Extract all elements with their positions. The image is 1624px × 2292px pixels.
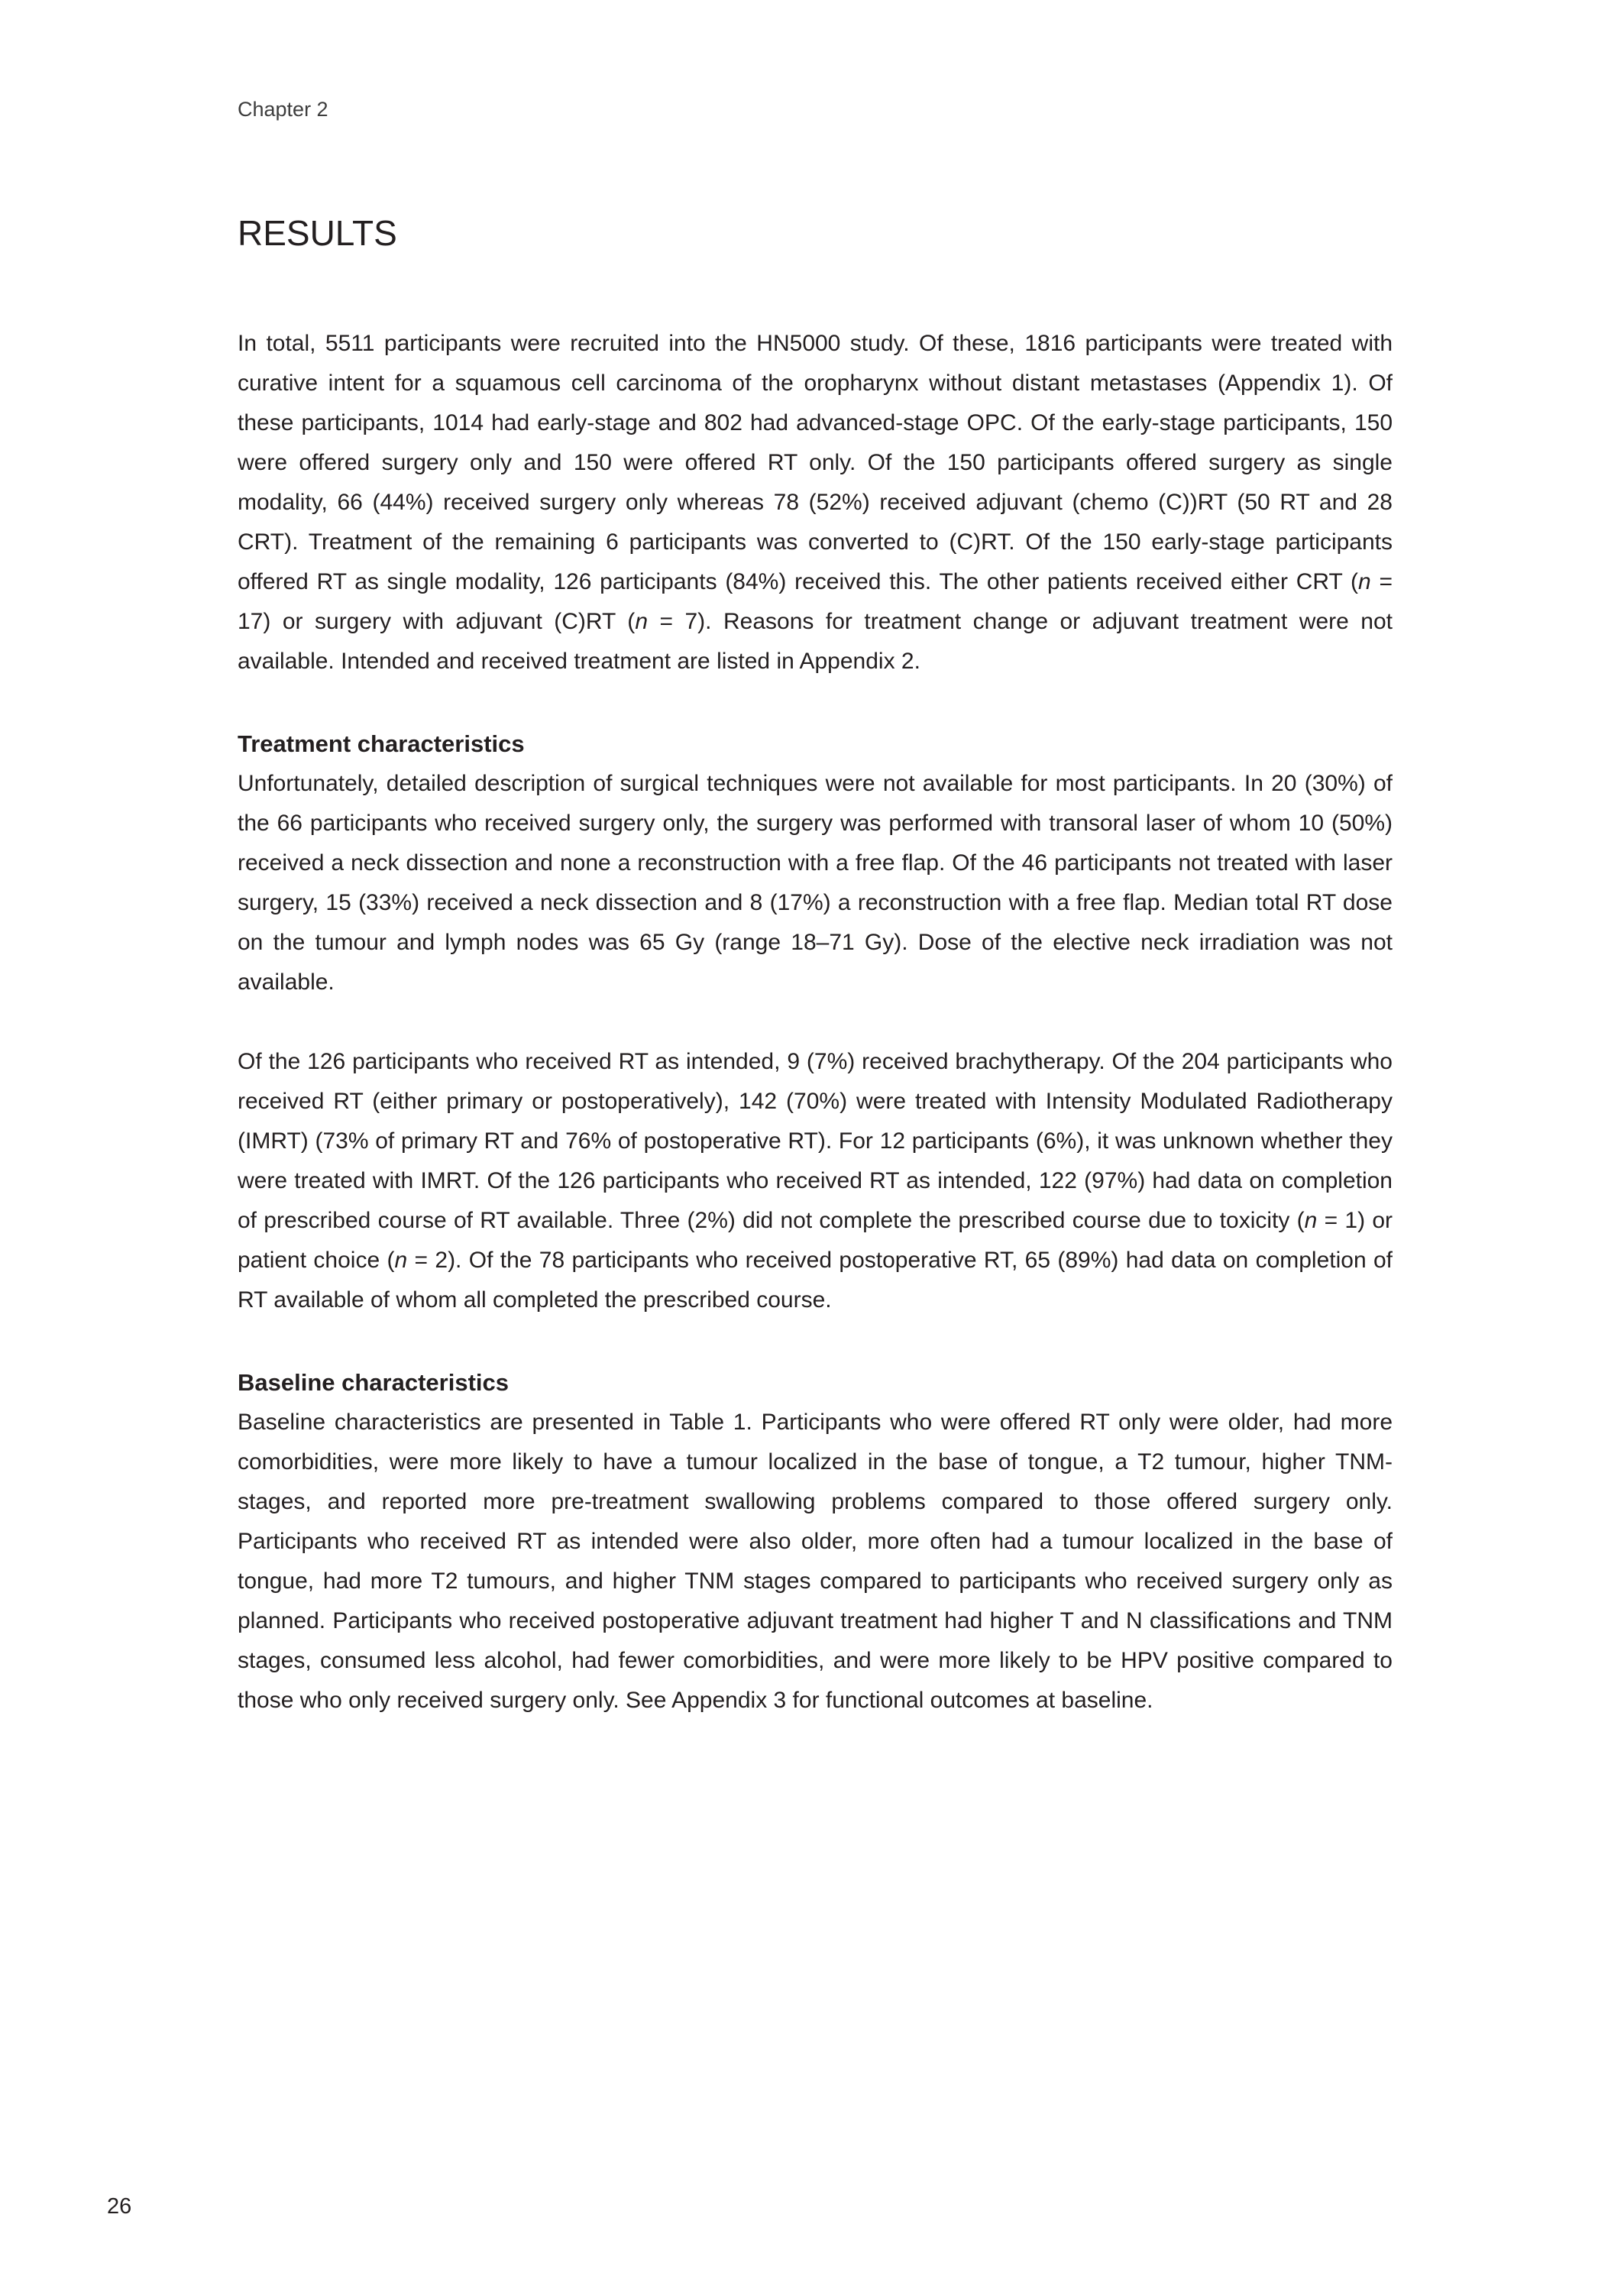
results-title: RESULTS (238, 213, 397, 253)
intro-paragraph: In total, 5511 participants were recruited into the HN5000 study. Of these, 1816 participants were treated with curative intent for a squamous cell carcinoma of the oropharynx without distant metastases (Appendix 1). Of these participants, 1014 had early-stage and 802 had advanced-stage OPC. Of the early-stage participants, 150 were offered surgery only and 150 were offered RT only. Of the 150 participants offered surgery as single modality, 66 (44%) received surgery only whereas 78 (52%) received adjuvant (chemo (C))RT (50 RT and 28 CRT). Treatment of the remaining 6 participants was converted to (C)RT. Of the 150 early-stage participants offered RT as single modality, 126 participants (84%) received this. The other patients received either CRT (n = 17) or surgery with adjuvant (C)RT (n = 7). Reasons for treatment change or adjuvant treatment were not available. Intended and received treatment are listed in Appendix 2. (238, 331, 1393, 674)
baseline-characteristics-heading: Baseline characteristics (238, 1369, 509, 1396)
baseline-paragraph: Baseline characteristics are presented in Table 1. Participants who were offered RT only were older, had more comorbidities, were more likely to have a tumour localized in the base of tongue, a T2 tumour, higher TNM-stages, and reported more pre-treatment swallowing problems compared to those offered surgery only. Participants who received RT as intended were also older, more often had a tumour localized in the base of tongue, had more T2 tumours, and higher TNM stages compared to participants who received surgery only as planned. Participants who received postoperative adjuvant treatment had higher T and N classifications and TNM stages, consumed less alcohol, had fewer comorbidities, and were more likely to be HPV positive compared to those who only received surgery only. See Appendix 3 for functional outcomes at baseline. (238, 1410, 1393, 1713)
page-content (238, 0, 1393, 1721)
page-number: 26 (107, 2194, 132, 2219)
treatment-paragraph-2: Of the 126 participants who received RT as intended, 9 (7%) received brachytherapy. Of the 204 participants who received RT (either primary or postoperatively), 142 (70%) were treated with Intensity Modulated Radiotherapy (IMRT) (73% of primary RT and 76% of postoperative RT). For 12 participants (6%), it was unknown whether they were treated with IMRT. Of the 126 participants who received RT as intended, 122 (97%) had data on completion of prescribed course of RT available. Three (2%) did not complete the prescribed course due to toxicity (n = 1) or patient choice (n = 2). Of the 78 participants who received postoperative RT, 65 (89%) had data on completion of RT available of whom all completed the prescribed course. (238, 1049, 1393, 1313)
chapter-header: Chapter 2 (238, 98, 328, 121)
treatment-paragraph-1: Unfortunately, detailed description of surgical techniques were not available for most participants. In 20 (30%) of the 66 participants who received surgery only, the surgery was performed with transoral laser of whom 10 (50%) received a neck dissection and none a reconstruction with a free flap. Of the 46 participants not treated with laser surgery, 15 (33%) received a neck dissection and 8 (17%) a reconstruction with a free flap. Median total RT dose on the tumour and lymph nodes was 65 Gy (range 18–71 Gy). Dose of the elective neck irradiation was not available. (238, 771, 1393, 995)
treatment-characteristics-heading: Treatment characteristics (238, 730, 525, 757)
